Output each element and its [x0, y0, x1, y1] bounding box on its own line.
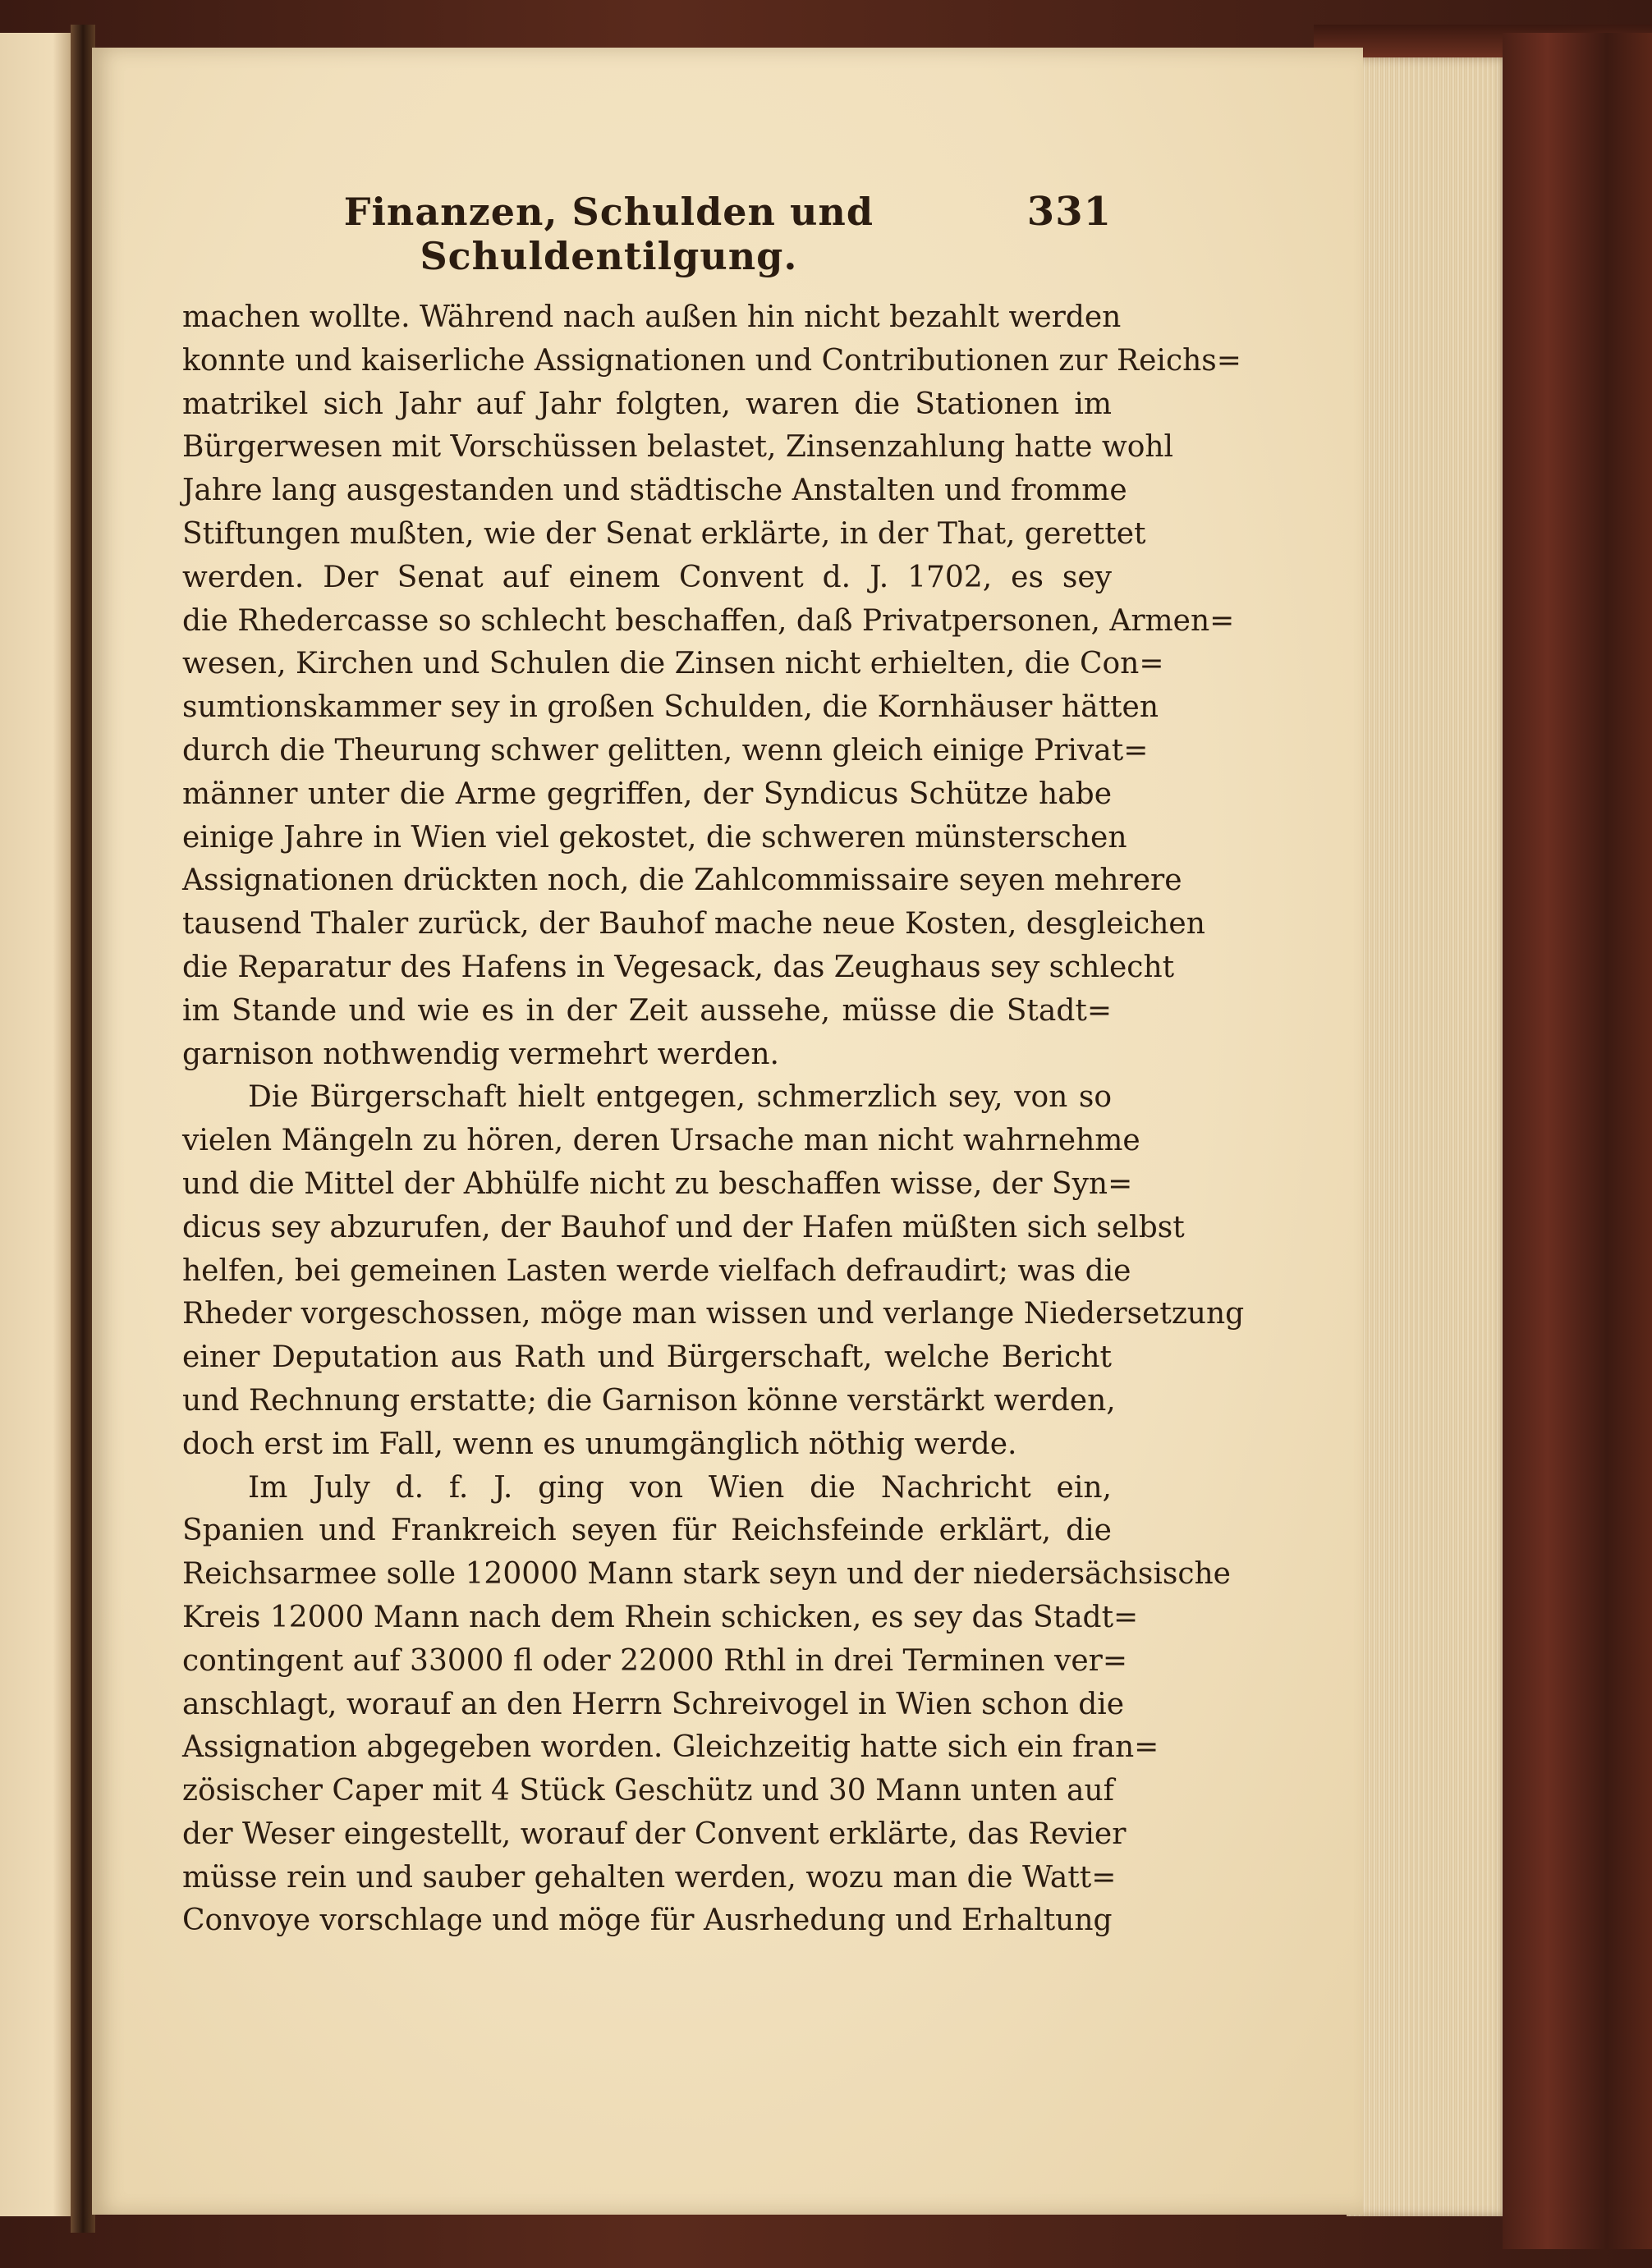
- body-text: [182, 296, 1245, 1943]
- text-line: Assignationen drückten noch, die Zahlcommissaire seyen mehrere: [182, 864, 1182, 898]
- text-line: Jahre lang ausgestanden und städtische Anstalten und fromme: [182, 474, 1127, 508]
- text-line: die Reparatur des Hafens in Vegesack, das Zeughaus sey schlecht: [182, 950, 1175, 984]
- text-line: konnte und kaiserliche Assignationen und Contributionen zur Reichs=: [182, 343, 1241, 378]
- text-line: sumtionskammer sey in großen Schulden, die Kornhäuser hätten: [182, 690, 1159, 725]
- text-line: Spanien und Frankreich seyen für Reichsfeinde erklärt, die: [182, 1514, 1112, 1548]
- book-cover: [1503, 33, 1652, 2249]
- text-line: Bürgerwesen mit Vorschüssen belastet, Zinsenzahlung hatte wohl: [182, 430, 1174, 465]
- text-line: machen wollte. Während nach außen hin nicht bezahlt werden: [182, 300, 1122, 334]
- left-page-edge: [0, 33, 76, 2216]
- text-line: einer Deputation aus Rath und Bürgerschaft, welche Bericht: [182, 1340, 1112, 1375]
- text-line: Im July d. f. J. ging von Wien die Nachricht ein,: [248, 1470, 1112, 1505]
- text-line: vielen Mängeln zu hören, deren Ursache man nicht wahrnehme: [182, 1124, 1140, 1158]
- text-line: und die Mittel der Abhülfe nicht zu beschaffen wisse, der Syn=: [182, 1166, 1133, 1201]
- text-line: Stiftungen mußten, wie der Senat erklärte, in der That, gerettet: [182, 516, 1146, 551]
- text-line: werden. Der Senat auf einem Convent d. J. 1702, es sey: [182, 560, 1112, 594]
- text-line: helfen, bei gemeinen Lasten werde vielfach defraudirt; was die: [182, 1253, 1131, 1288]
- text-line: dicus sey abzurufen, der Bauhof und der Hafen müßten sich selbst: [182, 1210, 1185, 1244]
- running-title: Finanzen, Schulden und Schuldentilgung.: [343, 190, 874, 278]
- text-line: contingent auf 33000 fl oder 22000 Rthl in drei Terminen ver=: [182, 1643, 1127, 1678]
- text-line: Kreis 12000 Mann nach dem Rhein schicken, es sey das Stadt=: [182, 1600, 1139, 1634]
- text-line: einige Jahre in Wien viel gekostet, die schweren münsterschen: [182, 820, 1127, 855]
- text-line: männer unter die Arme gegriffen, der Syndicus Schütze habe: [182, 777, 1112, 811]
- text-line: Assignation abgegeben worden. Gleichzeitig hatte sich ein fran=: [182, 1730, 1159, 1765]
- page-edges: [1347, 57, 1511, 2216]
- text-line: anschlagt, worauf an den Herrn Schreivogel in Wien schon die: [182, 1687, 1125, 1721]
- text-line: die Rhedercasse so schlecht beschaffen, daß Privatpersonen, Armen=: [182, 603, 1235, 638]
- text-line: Rheder vorgeschossen, möge man wissen und verlange Niedersetzung: [182, 1297, 1245, 1331]
- text-line: und Rechnung erstatte; die Garnison könne verstärkt werden,: [182, 1383, 1116, 1418]
- text-line: durch die Theurung schwer gelitten, wenn gleich einige Privat=: [182, 733, 1149, 767]
- text-line: wesen, Kirchen und Schulen die Zinsen nicht erhielten, die Con=: [182, 647, 1164, 681]
- text-line: Reichsarmee solle 120000 Mann stark seyn und der niedersächsische: [182, 1557, 1231, 1592]
- text-line: Die Bürgerschaft hielt entgegen, schmerzlich sey, von so: [248, 1080, 1112, 1115]
- text-line: garnison nothwendig vermehrt werden.: [182, 1037, 779, 1071]
- page-text: [182, 189, 1245, 1943]
- text-line: doch erst im Fall, wenn es unumgänglich nöthig werde.: [182, 1427, 1017, 1461]
- text-line: der Weser eingestellt, worauf der Convent erklärte, das Revier: [182, 1817, 1127, 1851]
- text-line: zösischer Caper mit 4 Stück Geschütz und 30 Mann unten auf: [182, 1774, 1115, 1808]
- text-line: müsse rein und sauber gehalten werden, wozu man die Watt=: [182, 1860, 1117, 1895]
- running-header: [182, 189, 1112, 278]
- text-line: matrikel sich Jahr auf Jahr folgten, waren die Stationen im: [182, 387, 1112, 421]
- page-number: 331: [1026, 189, 1112, 235]
- text-line: Convoye vorschlage und möge für Ausrhedung und Erhaltung: [182, 1904, 1113, 1938]
- text-line: im Stande und wie es in der Zeit aussehe, müsse die Stadt=: [182, 993, 1112, 1028]
- text-line: tausend Thaler zurück, der Bauhof mache neue Kosten, desgleichen: [182, 907, 1205, 942]
